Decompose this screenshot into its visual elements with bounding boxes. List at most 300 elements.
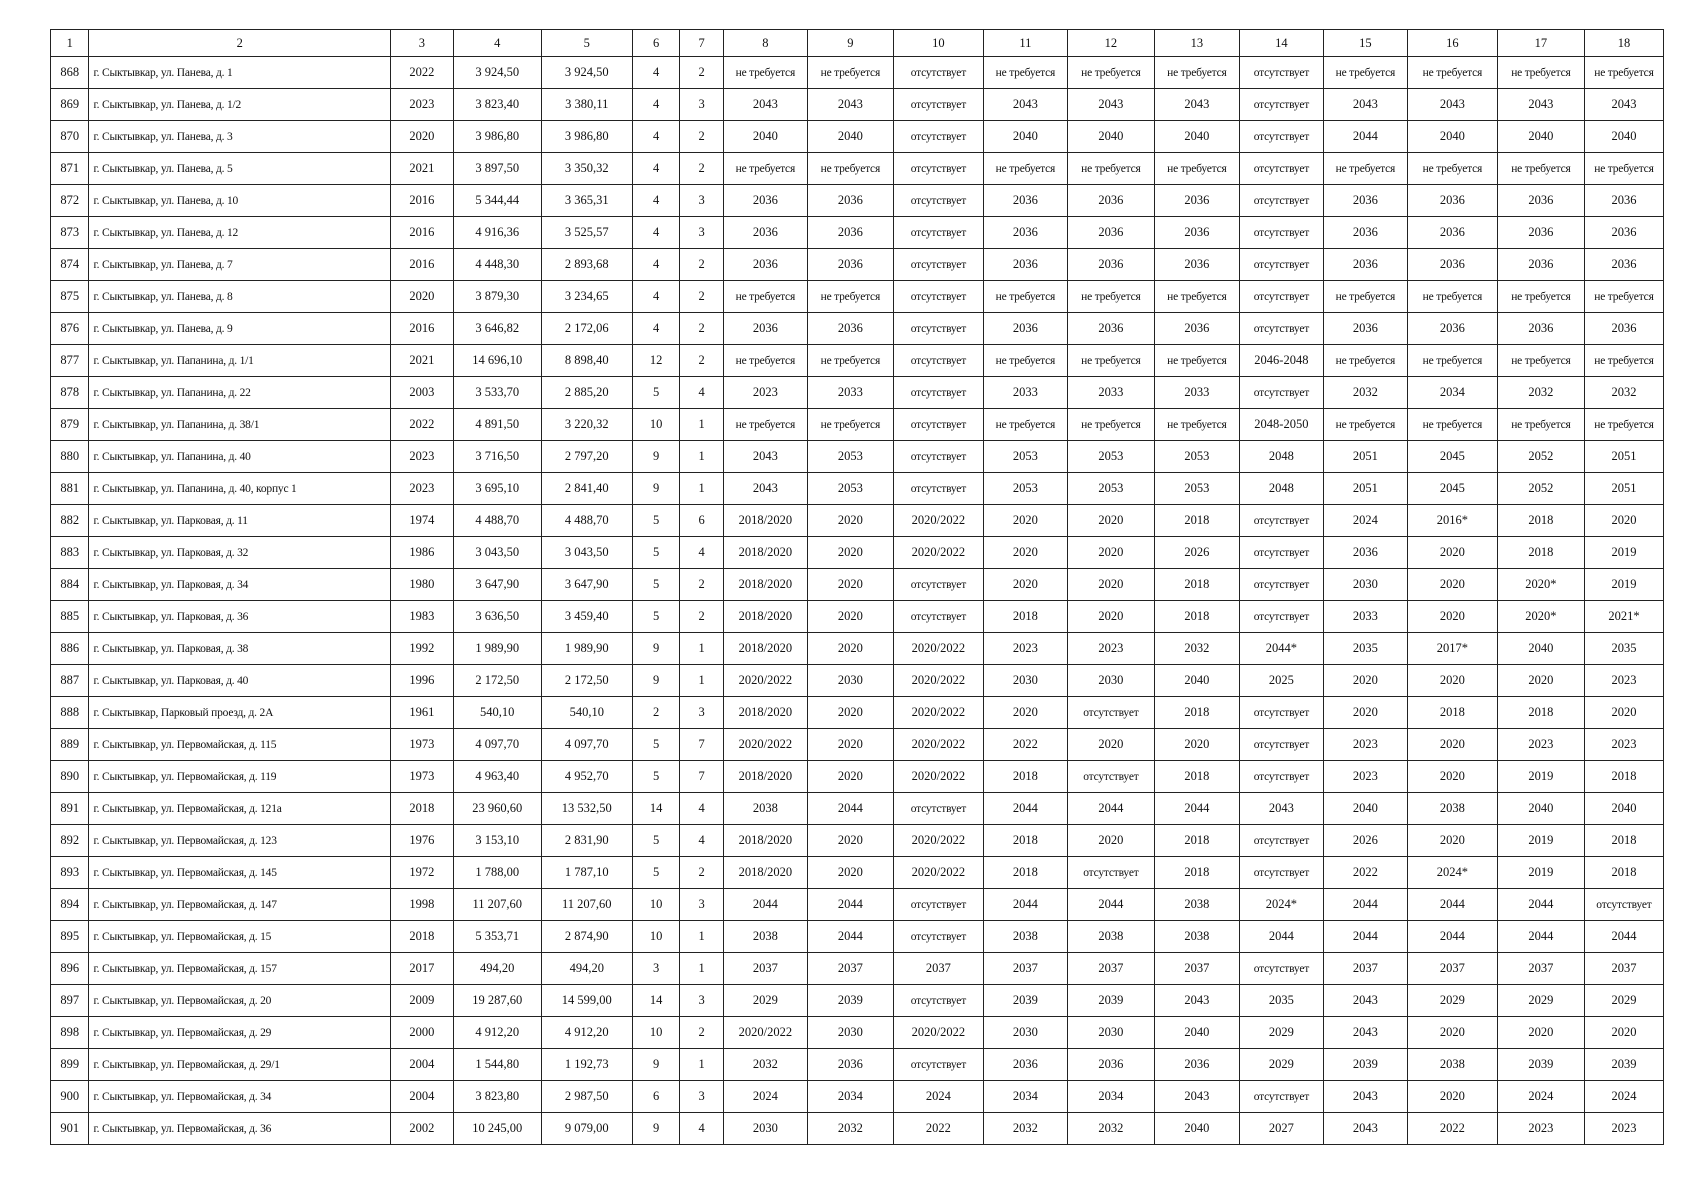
table-cell: 2032 [1584, 377, 1663, 409]
table-cell: 3 646,82 [453, 313, 541, 345]
table-cell: 2019 [1497, 825, 1584, 857]
table-cell: отсутствует [1067, 697, 1154, 729]
table-cell: 2018 [1497, 697, 1584, 729]
table-cell: 2035 [1584, 633, 1663, 665]
table-cell: 3 [680, 697, 724, 729]
table-cell: 2030 [983, 1017, 1067, 1049]
table-cell: 5 353,71 [453, 921, 541, 953]
table-cell: 2036 [807, 1049, 893, 1081]
table-cell: 2018 [1154, 505, 1239, 537]
row-number-cell: 874 [51, 249, 89, 281]
table-cell: 2029 [1239, 1049, 1323, 1081]
column-header-14: 14 [1239, 30, 1323, 57]
table-cell: не требуется [1154, 409, 1239, 441]
table-cell: 2026 [1323, 825, 1407, 857]
table-cell: 2036 [1067, 249, 1154, 281]
table-cell: 2020* [1497, 569, 1584, 601]
table-cell: 2020 [807, 729, 893, 761]
table-cell: 2003 [390, 377, 453, 409]
table-cell: отсутствует [1239, 377, 1323, 409]
table-cell: отсутствует [1239, 537, 1323, 569]
table-row [51, 89, 1664, 121]
table-cell: 2036 [1497, 249, 1584, 281]
table-cell: 2020 [807, 537, 893, 569]
table-cell: 2036 [1497, 217, 1584, 249]
table-cell: 2027 [1239, 1113, 1323, 1145]
table-cell: 2036 [1067, 185, 1154, 217]
address-cell: г. Сыктывкар, ул. Панева, д. 1/2 [89, 89, 391, 121]
table-cell: отсутствует [1067, 857, 1154, 889]
table-cell: отсутствует [1239, 217, 1323, 249]
table-cell: 2023 [1584, 729, 1663, 761]
table-cell: 2032 [723, 1049, 807, 1081]
table-cell: 2023 [723, 377, 807, 409]
table-cell: не требуется [1154, 57, 1239, 89]
table-cell: 2018 [1154, 601, 1239, 633]
table-cell: 2004 [390, 1049, 453, 1081]
table-cell: 9 079,00 [541, 1113, 632, 1145]
table-cell: 2036 [1154, 249, 1239, 281]
table-cell: 2036 [1154, 313, 1239, 345]
table-cell: 1986 [390, 537, 453, 569]
table-cell: не требуется [1154, 281, 1239, 313]
table-cell: отсутствует [893, 441, 983, 473]
table-cell: 2 172,50 [541, 665, 632, 697]
housing-repair-schedule-table [50, 29, 1664, 1145]
table-cell: 2022 [1323, 857, 1407, 889]
table-cell: 2034 [1407, 377, 1497, 409]
table-cell: 2020 [807, 601, 893, 633]
table-cell: 2033 [1323, 601, 1407, 633]
table-cell: 2043 [1584, 89, 1663, 121]
table-cell: 2020 [983, 537, 1067, 569]
table-cell: 10 [632, 889, 680, 921]
column-header-15: 15 [1323, 30, 1407, 57]
row-number-cell: 897 [51, 985, 89, 1017]
table-cell: 2036 [1067, 1049, 1154, 1081]
table-cell: отсутствует [1239, 57, 1323, 89]
table-cell: 2 797,20 [541, 441, 632, 473]
table-cell: 2040 [1067, 121, 1154, 153]
table-row [51, 409, 1664, 441]
table-cell: 14 [632, 985, 680, 1017]
column-header-1: 1 [51, 30, 89, 57]
table-cell: 2044 [1323, 121, 1407, 153]
table-cell: 2040 [807, 121, 893, 153]
table-cell: 2036 [723, 185, 807, 217]
table-cell: 2018 [1584, 761, 1663, 793]
table-cell: не требуется [1067, 57, 1154, 89]
row-number-cell: 886 [51, 633, 89, 665]
table-cell: не требуется [1067, 281, 1154, 313]
table-cell: 2020 [1067, 505, 1154, 537]
table-body [51, 57, 1664, 1145]
table-cell: 1973 [390, 761, 453, 793]
table-cell: 1998 [390, 889, 453, 921]
table-cell: 2040 [1154, 665, 1239, 697]
table-cell: 2029 [1407, 985, 1497, 1017]
table-cell: 2029 [1497, 985, 1584, 1017]
address-cell: г. Сыктывкар, Парковый проезд, д. 2А [89, 697, 391, 729]
table-cell: 2020 [1407, 665, 1497, 697]
row-number-cell: 892 [51, 825, 89, 857]
column-header-17: 17 [1497, 30, 1584, 57]
table-cell: не требуется [1407, 345, 1497, 377]
table-cell: 2023 [983, 633, 1067, 665]
table-cell: 2018/2020 [723, 537, 807, 569]
table-cell: 2032 [983, 1113, 1067, 1145]
table-cell: 5 [632, 761, 680, 793]
table-cell: 2044 [807, 793, 893, 825]
table-cell: 4 [680, 537, 724, 569]
address-cell: г. Сыктывкар, ул. Первомайская, д. 29 [89, 1017, 391, 1049]
table-cell: не требуется [1497, 281, 1584, 313]
table-cell: не требуется [1407, 409, 1497, 441]
table-cell: 2038 [723, 793, 807, 825]
row-number-cell: 869 [51, 89, 89, 121]
column-header-8: 8 [723, 30, 807, 57]
table-cell: 2036 [983, 185, 1067, 217]
table-cell: 2018 [983, 601, 1067, 633]
address-cell: г. Сыктывкар, ул. Панева, д. 1 [89, 57, 391, 89]
table-cell: 2020 [807, 505, 893, 537]
table-cell: 2036 [1323, 185, 1407, 217]
table-cell: 2036 [807, 313, 893, 345]
row-number-cell: 895 [51, 921, 89, 953]
table-cell: 9 [632, 633, 680, 665]
table-cell: 2038 [983, 921, 1067, 953]
table-cell: 2 [680, 1017, 724, 1049]
table-cell: 4 912,20 [541, 1017, 632, 1049]
table-cell: 2020 [807, 697, 893, 729]
table-cell: отсутствует [1239, 153, 1323, 185]
table-cell: отсутствует [1239, 281, 1323, 313]
table-cell: 2020/2022 [893, 825, 983, 857]
row-number-cell: 899 [51, 1049, 89, 1081]
table-cell: 2020/2022 [893, 697, 983, 729]
table-cell: 2036 [807, 249, 893, 281]
table-cell: 1 787,10 [541, 857, 632, 889]
table-cell: 2043 [723, 473, 807, 505]
table-cell: 2 172,06 [541, 313, 632, 345]
table-cell: 4 [632, 217, 680, 249]
table-cell: 2053 [983, 441, 1067, 473]
table-cell: не требуется [807, 153, 893, 185]
table-cell: 2044 [1497, 921, 1584, 953]
table-row [51, 601, 1664, 633]
table-row [51, 857, 1664, 889]
table-cell: 1976 [390, 825, 453, 857]
table-cell: 2018 [1497, 505, 1584, 537]
table-cell: 1 788,00 [453, 857, 541, 889]
table-cell: 2020 [1497, 1017, 1584, 1049]
address-cell: г. Сыктывкар, ул. Парковая, д. 38 [89, 633, 391, 665]
table-cell: 2019 [1497, 761, 1584, 793]
table-cell: 3 924,50 [541, 57, 632, 89]
table-cell: 2043 [723, 89, 807, 121]
table-cell: 2004 [390, 1081, 453, 1113]
table-cell: отсутствует [1067, 761, 1154, 793]
table-cell: 2024 [1497, 1081, 1584, 1113]
row-number-cell: 875 [51, 281, 89, 313]
table-cell: 2 841,40 [541, 473, 632, 505]
table-cell: 2020 [807, 825, 893, 857]
table-cell: 2023 [1497, 1113, 1584, 1145]
table-cell: 2044 [807, 889, 893, 921]
table-row [51, 921, 1664, 953]
table-cell: отсутствует [893, 121, 983, 153]
table-cell: 1 [680, 633, 724, 665]
table-cell: 2044 [983, 793, 1067, 825]
table-cell: 2020 [1497, 665, 1584, 697]
table-cell: 4 [632, 281, 680, 313]
table-cell: 2043 [1239, 793, 1323, 825]
table-cell: 2037 [1067, 953, 1154, 985]
table-cell: отсутствует [1239, 121, 1323, 153]
table-cell: 5 [632, 377, 680, 409]
table-cell: 3 879,30 [453, 281, 541, 313]
row-number-cell: 873 [51, 217, 89, 249]
table-cell: 5 [632, 601, 680, 633]
table-cell: 540,10 [453, 697, 541, 729]
table-cell: 2036 [1067, 217, 1154, 249]
table-cell: 2053 [983, 473, 1067, 505]
table-cell: 1972 [390, 857, 453, 889]
table-cell: 2051 [1323, 473, 1407, 505]
table-cell: 2 [632, 697, 680, 729]
table-row [51, 441, 1664, 473]
table-cell: 2053 [1154, 441, 1239, 473]
table-cell: 4 [632, 121, 680, 153]
table-cell: 2020 [1067, 825, 1154, 857]
table-cell: 2029 [1239, 1017, 1323, 1049]
table-cell: 2023 [390, 89, 453, 121]
table-cell: не требуется [807, 345, 893, 377]
table-cell: не требуется [1067, 409, 1154, 441]
table-cell: 2043 [1067, 89, 1154, 121]
table-cell: 2020/2022 [893, 633, 983, 665]
table-cell: 3 647,90 [541, 569, 632, 601]
table-cell: 2022 [1407, 1113, 1497, 1145]
table-cell: 2 [680, 153, 724, 185]
table-cell: не требуется [1497, 409, 1584, 441]
table-cell: 2044 [1239, 921, 1323, 953]
table-cell: 4 [680, 377, 724, 409]
table-cell: отсутствует [1239, 697, 1323, 729]
table-cell: 2032 [807, 1113, 893, 1145]
table-cell: 2051 [1584, 473, 1663, 505]
table-cell: 2020 [1407, 601, 1497, 633]
table-cell: отсутствует [893, 89, 983, 121]
table-row [51, 633, 1664, 665]
table-cell: не требуется [807, 409, 893, 441]
row-number-cell: 877 [51, 345, 89, 377]
table-cell: 13 532,50 [541, 793, 632, 825]
table-cell: 4 488,70 [453, 505, 541, 537]
table-cell: 2000 [390, 1017, 453, 1049]
table-cell: 2033 [807, 377, 893, 409]
table-cell: 14 696,10 [453, 345, 541, 377]
table-cell: 2043 [1323, 1113, 1407, 1145]
column-header-3: 3 [390, 30, 453, 57]
table-cell: 4 448,30 [453, 249, 541, 281]
table-cell: 2016 [390, 249, 453, 281]
table-cell: 2036 [1407, 249, 1497, 281]
table-cell: 7 [680, 761, 724, 793]
table-cell: 2037 [1323, 953, 1407, 985]
table-cell: отсутствует [893, 409, 983, 441]
table-cell: 3 897,50 [453, 153, 541, 185]
table-cell: 2018/2020 [723, 697, 807, 729]
table-cell: 2016* [1407, 505, 1497, 537]
column-header-11: 11 [983, 30, 1067, 57]
table-cell: 14 599,00 [541, 985, 632, 1017]
table-row [51, 473, 1664, 505]
table-cell: 2 [680, 313, 724, 345]
row-number-cell: 893 [51, 857, 89, 889]
table-cell: 4 [632, 89, 680, 121]
address-cell: г. Сыктывкар, ул. Панева, д. 8 [89, 281, 391, 313]
table-cell: 2053 [1067, 441, 1154, 473]
table-cell: 2036 [1323, 249, 1407, 281]
table-cell: 6 [632, 1081, 680, 1113]
table-cell: не требуется [1407, 153, 1497, 185]
table-cell: 2020 [390, 281, 453, 313]
table-cell: не требуется [807, 57, 893, 89]
row-number-cell: 882 [51, 505, 89, 537]
table-cell: 4 097,70 [453, 729, 541, 761]
table-cell: 1983 [390, 601, 453, 633]
column-number-header-row [51, 30, 1664, 57]
table-cell: 2036 [1584, 249, 1663, 281]
table-row [51, 793, 1664, 825]
table-cell: 2018 [1154, 697, 1239, 729]
table-cell: 2039 [1584, 1049, 1663, 1081]
table-cell: 4 916,36 [453, 217, 541, 249]
address-cell: г. Сыктывкар, ул. Первомайская, д. 115 [89, 729, 391, 761]
table-cell: 2018/2020 [723, 601, 807, 633]
table-cell: не требуется [1154, 153, 1239, 185]
row-number-cell: 900 [51, 1081, 89, 1113]
table-cell: отсутствует [893, 473, 983, 505]
table-cell: не требуется [723, 57, 807, 89]
table-cell: 2036 [1154, 1049, 1239, 1081]
table-cell: 3 043,50 [541, 537, 632, 569]
column-header-16: 16 [1407, 30, 1497, 57]
table-cell: 2018/2020 [723, 505, 807, 537]
table-cell: 2035 [1323, 633, 1407, 665]
table-cell: 2030 [1323, 569, 1407, 601]
table-cell: 2046-2048 [1239, 345, 1323, 377]
table-cell: 4 952,70 [541, 761, 632, 793]
table-cell: 2036 [1323, 217, 1407, 249]
table-cell: 2021 [390, 345, 453, 377]
table-cell: 2023 [1497, 729, 1584, 761]
table-cell: 2036 [1323, 313, 1407, 345]
table-cell: 2022 [390, 409, 453, 441]
table-cell: 3 823,80 [453, 1081, 541, 1113]
table-cell: отсутствует [893, 153, 983, 185]
table-cell: не требуется [1323, 153, 1407, 185]
table-row [51, 1081, 1664, 1113]
table-cell: 3 [680, 1081, 724, 1113]
table-cell: 2020 [1323, 697, 1407, 729]
table-cell: 2043 [1407, 89, 1497, 121]
table-row [51, 697, 1664, 729]
table-cell: 2029 [723, 985, 807, 1017]
column-header-9: 9 [807, 30, 893, 57]
table-cell: не требуется [723, 153, 807, 185]
table-cell: 2036 [723, 249, 807, 281]
table-cell: 2018 [983, 761, 1067, 793]
table-cell: 2043 [983, 89, 1067, 121]
table-cell: 2038 [1067, 921, 1154, 953]
table-cell: 2020/2022 [893, 857, 983, 889]
table-row [51, 57, 1664, 89]
address-cell: г. Сыктывкар, ул. Панева, д. 3 [89, 121, 391, 153]
table-cell: 2036 [807, 217, 893, 249]
table-cell: 10 [632, 921, 680, 953]
table-cell: 4 [632, 57, 680, 89]
table-row [51, 505, 1664, 537]
table-row [51, 985, 1664, 1017]
table-cell: 2 [680, 249, 724, 281]
table-cell: 3 636,50 [453, 601, 541, 633]
address-cell: г. Сыктывкар, ул. Папанина, д. 38/1 [89, 409, 391, 441]
table-cell: 4 891,50 [453, 409, 541, 441]
table-cell: отсутствует [1239, 569, 1323, 601]
table-cell: отсутствует [893, 345, 983, 377]
table-cell: 2 987,50 [541, 1081, 632, 1113]
table-cell: 2033 [1067, 377, 1154, 409]
table-cell: 2030 [983, 665, 1067, 697]
table-cell: 2 [680, 121, 724, 153]
table-cell: не требуется [1407, 57, 1497, 89]
table-cell: не требуется [1497, 57, 1584, 89]
table-cell: 2044 [1497, 889, 1584, 921]
table-cell: не требуется [1323, 281, 1407, 313]
row-number-cell: 894 [51, 889, 89, 921]
table-cell: 3 365,31 [541, 185, 632, 217]
column-header-4: 4 [453, 30, 541, 57]
table-row [51, 121, 1664, 153]
address-cell: г. Сыктывкар, ул. Парковая, д. 11 [89, 505, 391, 537]
table-cell: 2018/2020 [723, 569, 807, 601]
table-cell: не требуется [1067, 153, 1154, 185]
table-cell: 2020/2022 [723, 1017, 807, 1049]
table-row [51, 729, 1664, 761]
table-cell: отсутствует [1239, 89, 1323, 121]
table-cell: 2 885,20 [541, 377, 632, 409]
table-cell: 494,20 [453, 953, 541, 985]
table-cell: 2051 [1323, 441, 1407, 473]
table-cell: 2037 [807, 953, 893, 985]
table-cell: отсутствует [893, 889, 983, 921]
table-cell: 2020 [983, 697, 1067, 729]
table-cell: не требуется [1584, 345, 1663, 377]
table-cell: 2044 [1154, 793, 1239, 825]
address-cell: г. Сыктывкар, ул. Первомайская, д. 15 [89, 921, 391, 953]
table-cell: 2 [680, 569, 724, 601]
table-cell: отсутствует [893, 921, 983, 953]
address-cell: г. Сыктывкар, ул. Парковая, д. 40 [89, 665, 391, 697]
table-cell: 2053 [1067, 473, 1154, 505]
table-cell: 2018 [1154, 761, 1239, 793]
table-cell: 2040 [1584, 121, 1663, 153]
table-cell: не требуется [983, 345, 1067, 377]
table-cell: 2 874,90 [541, 921, 632, 953]
column-header-7: 7 [680, 30, 724, 57]
